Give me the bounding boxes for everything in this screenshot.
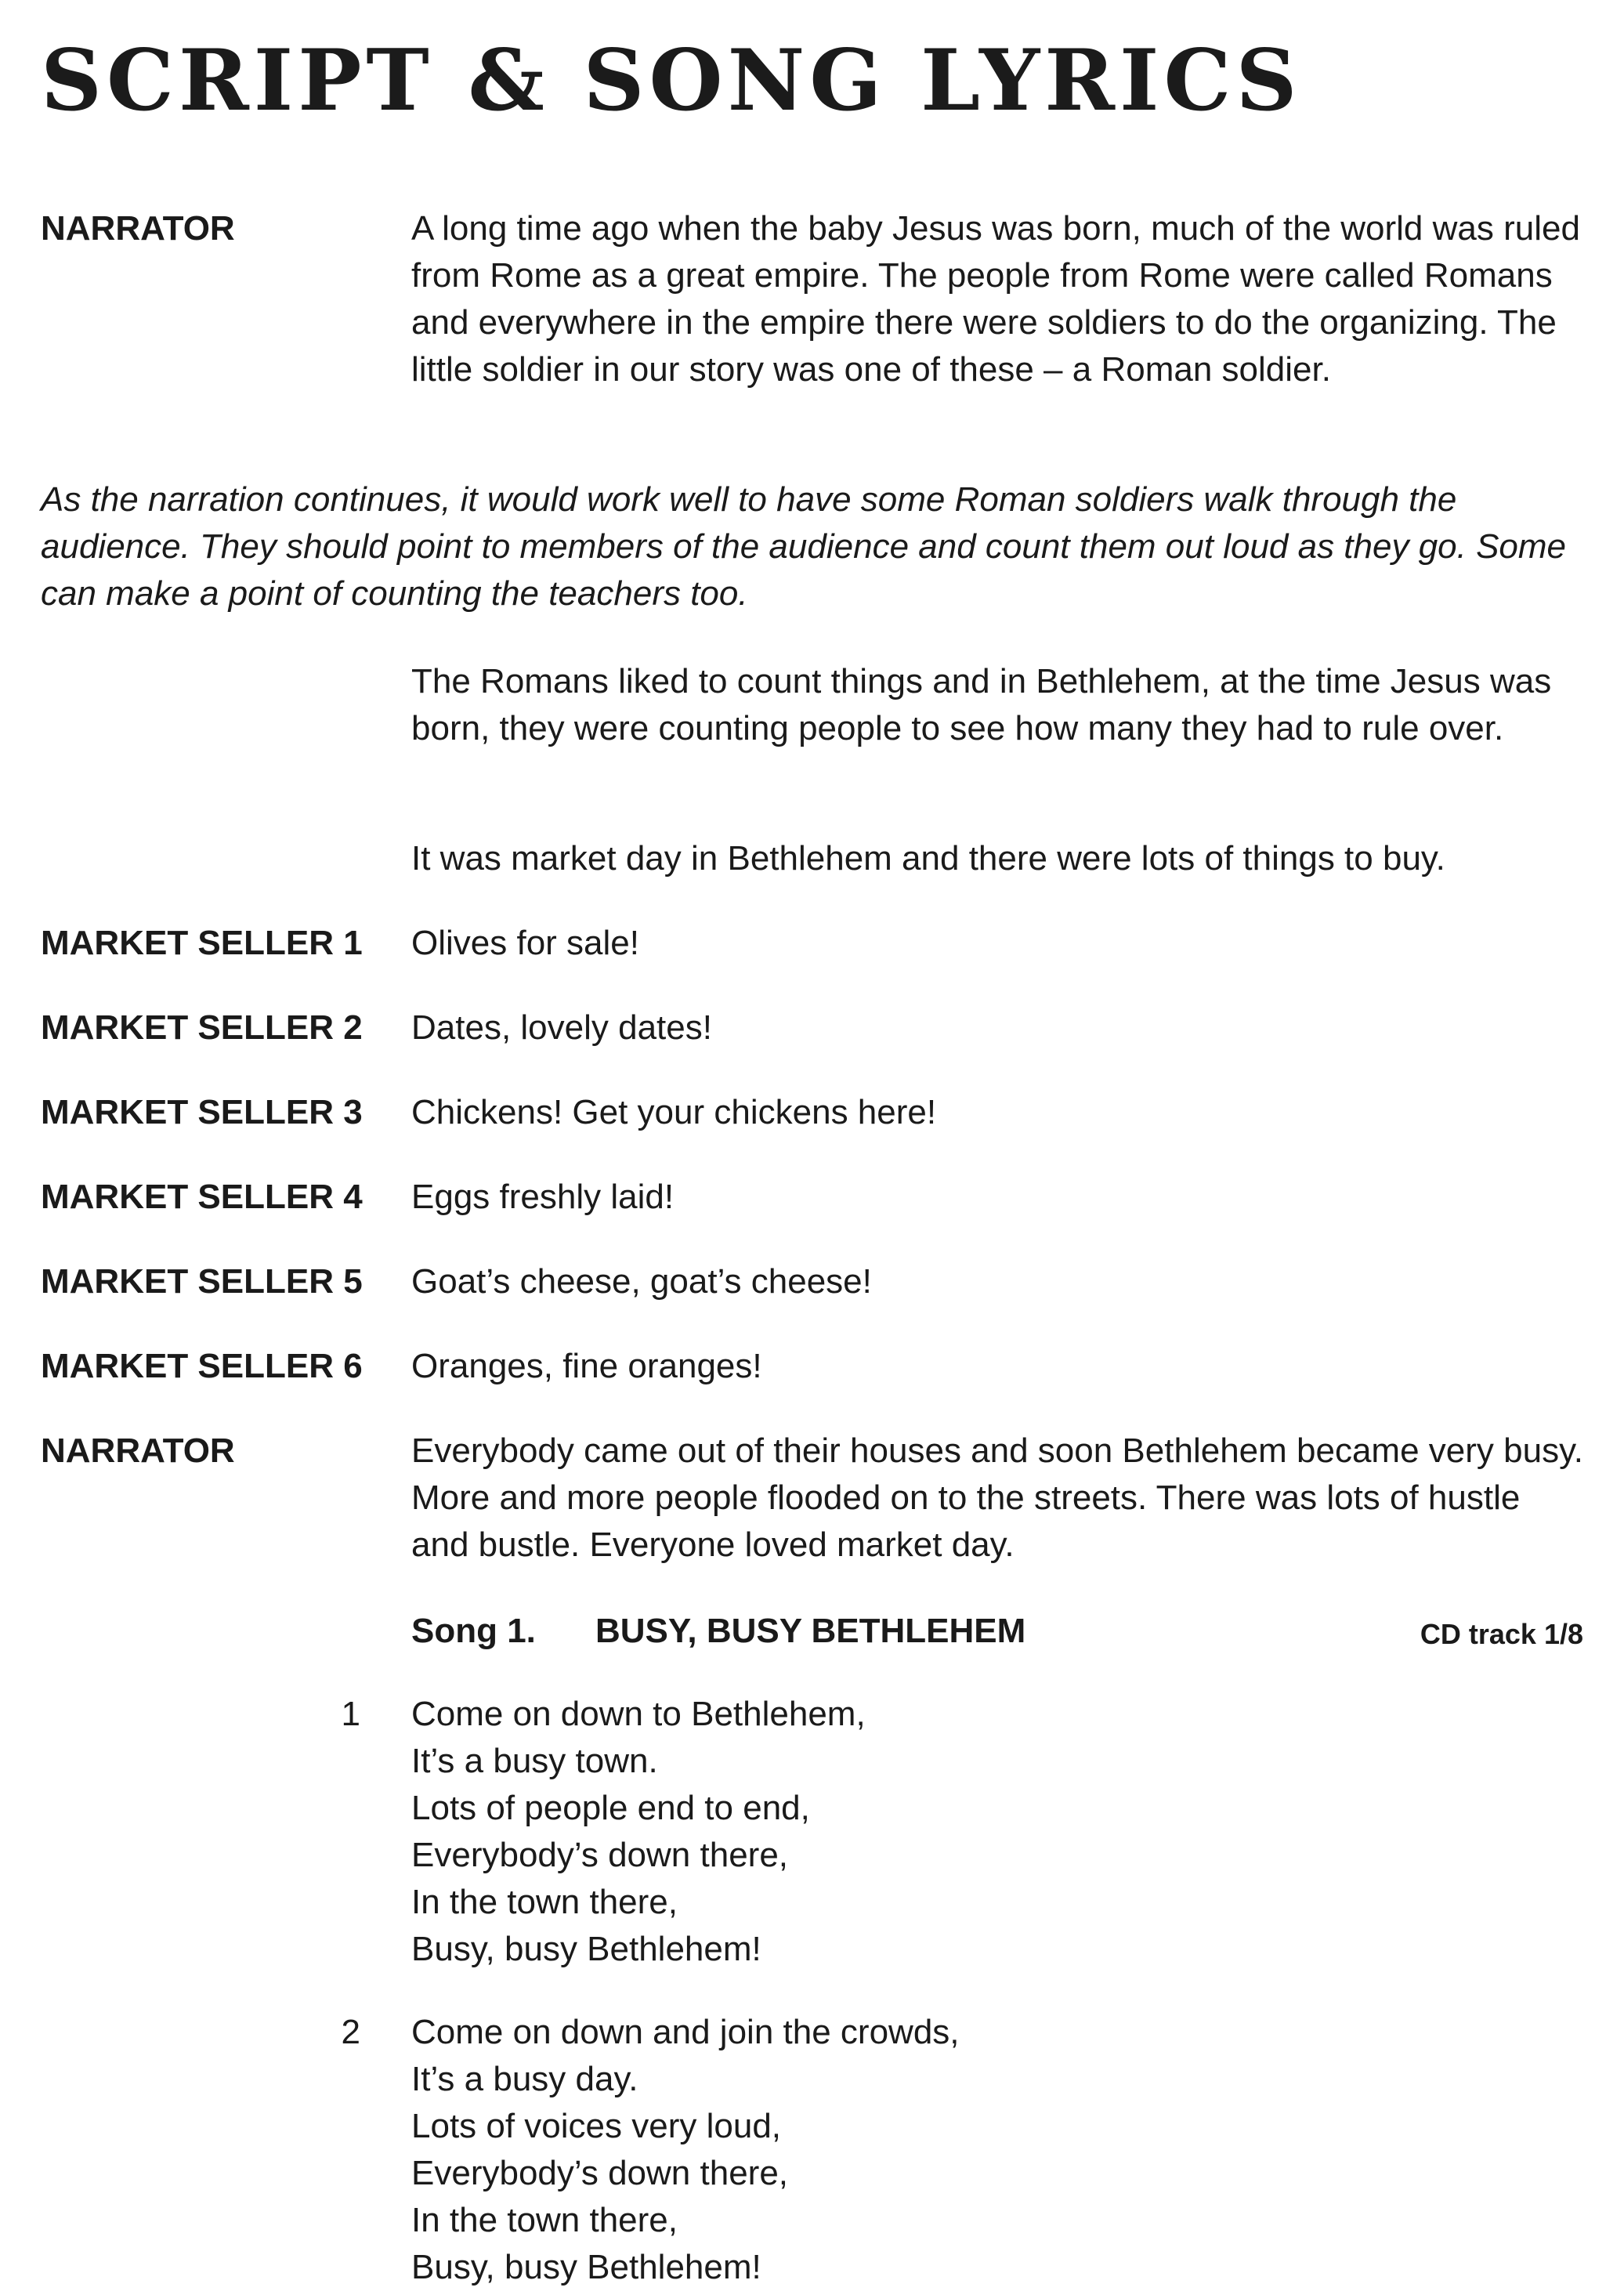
lyric-line: Everybody’s down there, xyxy=(411,1836,789,1874)
verse-2 xyxy=(411,2009,1586,2291)
lyric-line: It’s a busy day. xyxy=(411,2060,638,2098)
lyric-line: In the town there, xyxy=(411,1883,678,1921)
narrator-intro-text: A long time ago when the baby Jesus was born, much of the world was ruled from Rome as a great empire. The people from Rome were called Romans and everywhere in the empire there were soldiers to do the organizing. The little soldier in our story was one of these – a Roman soldier. xyxy=(411,209,1580,389)
speaker-narrator: NARRATOR xyxy=(41,209,235,248)
market-seller-4-line: Eggs freshly laid! xyxy=(411,1178,675,1216)
speaker-market-seller-1: MARKET SELLER 1 xyxy=(41,924,363,962)
speaker-market-seller-2: MARKET SELLER 2 xyxy=(41,1008,363,1047)
market-seller-1-line: Olives for sale! xyxy=(411,924,639,962)
page-title: SCRIPT & SONG LYRICS xyxy=(41,31,1302,130)
lyric-line: Lots of people end to end, xyxy=(411,1789,810,1827)
verse-number: 2 xyxy=(341,2013,360,2051)
lyric-line: Everybody’s down there, xyxy=(411,2154,789,2192)
narrator-busy-text: Everybody came out of their houses and soon Bethlehem became very busy. More and more people flooded on to the streets. There was lots of hustle and bustle. Everyone loved market day. xyxy=(411,1431,1584,1564)
speaker-market-seller-3: MARKET SELLER 3 xyxy=(41,1093,363,1131)
song-label: Song 1. xyxy=(411,1612,536,1650)
narration-market-text: It was market day in Bethlehem and there were lots of things to buy. xyxy=(411,839,1445,878)
speaker-narrator: NARRATOR xyxy=(41,1431,235,1470)
lyric-line: Busy, busy Bethlehem! xyxy=(411,2248,761,2286)
lyric-line: Lots of voices very loud, xyxy=(411,2107,782,2145)
market-seller-5-line: Goat’s cheese, goat’s cheese! xyxy=(411,1262,872,1301)
market-seller-6-line: Oranges, fine oranges! xyxy=(411,1347,762,1385)
stage-direction: As the narration continues, it would work well to have some Roman soldiers walk through the audience. They should point to members of the audience and count them out loud as they go. Some can make a point of counting the teachers too. xyxy=(41,480,1567,613)
song-title: BUSY, BUSY BETHLEHEM xyxy=(595,1612,1026,1650)
verse-number: 1 xyxy=(341,1695,360,1733)
lyric-line: Busy, busy Bethlehem! xyxy=(411,1930,761,1968)
cd-track-label: CD track 1/8 xyxy=(1420,1618,1583,1650)
verse-1 xyxy=(411,1691,1586,1973)
narration-count-text: The Romans liked to count things and in Bethlehem, at the time Jesus was born, they were counting people to see how many they had to rule over. xyxy=(411,662,1552,747)
lyric-line: Come on down to Bethlehem, xyxy=(411,1695,866,1733)
speaker-market-seller-5: MARKET SELLER 5 xyxy=(41,1262,363,1301)
lyric-line: Come on down and join the crowds, xyxy=(411,2013,960,2051)
speaker-market-seller-6: MARKET SELLER 6 xyxy=(41,1347,363,1385)
speaker-market-seller-4: MARKET SELLER 4 xyxy=(41,1178,363,1216)
market-seller-3-line: Chickens! Get your chickens here! xyxy=(411,1093,937,1131)
lyric-line: It’s a busy town. xyxy=(411,1742,658,1780)
lyric-line: In the town there, xyxy=(411,2201,678,2239)
market-seller-2-line: Dates, lovely dates! xyxy=(411,1008,712,1047)
